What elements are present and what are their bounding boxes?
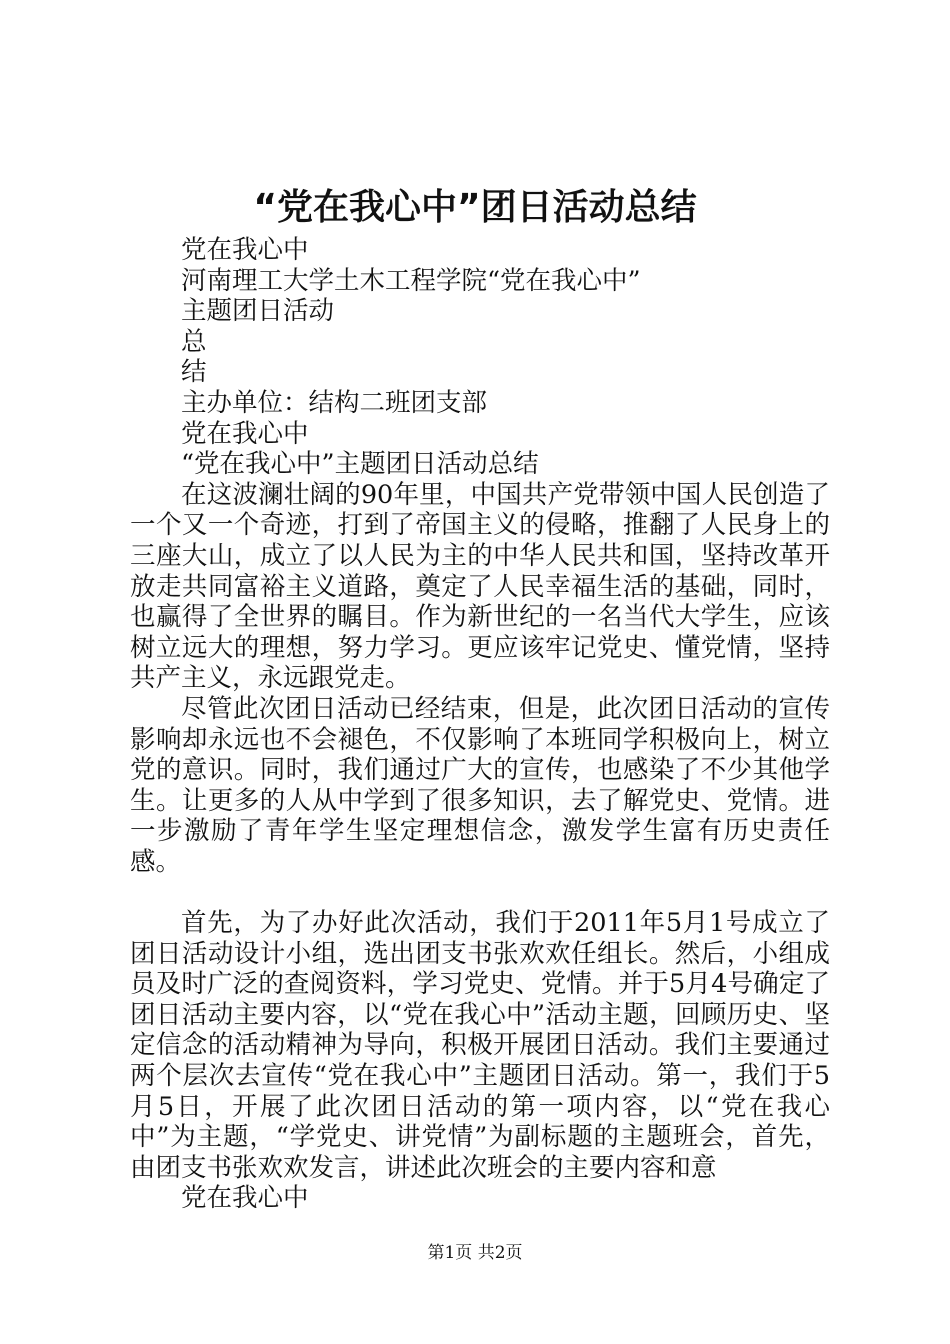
header-line: 党在我心中 — [181, 418, 309, 449]
document-body — [130, 235, 830, 1214]
header-line: 总 — [181, 326, 207, 357]
header-line: 河南理工大学土木工程学院“党在我心中” — [181, 265, 641, 296]
header-line: 主题团日活动 — [181, 296, 335, 327]
document-title: “党在我心中”团日活动总结 — [253, 187, 697, 228]
trailing-line: 党在我心中 — [181, 1183, 309, 1214]
body-paragraph: 在这波澜壮阔的90年里，中国共产党带领中国人民创造了一个又一个奇迹，打到了帝国主义的侵略，推翻了人民身上的三座大山，成立了以人民为主的中华人民共和国，坚持改革开放走共同富裕主义道路，奠定了人民幸福生活的基础，同时，也赢得了全世界的瞩目。作为新世纪的一名当代大学生，应该树立远大的理想，努力学习。更应该牢记党史、懂党情，坚持共产主义，永远跟党走。 — [130, 479, 830, 694]
body-paragraph: 首先，为了办好此次活动，我们于2011年5月1号成立了团日活动设计小组，选出团支书张欢欢任组长。然后，小组成员及时广泛的查阅资料，学习党史、党情。并于5月4号确定了团日活动主要内容，以“党在我心中”活动主题，回顾历史、坚定信念的活动精神为导向，积极开展团日活动。我们主要通过两个层次去宣传“党在我心中”主题团日活动。第一，我们于5月5日，开展了此次团日活动的第一项内容，以“党在我心中”为主题，“学党史、讲党情”为副标题的主题班会，首先，由团支书张欢欢发言，讲述此次班会的主要内容和意 — [130, 908, 830, 1183]
organizer-line: 主办单位：结构二班团支部 — [181, 387, 488, 418]
page-footer: 第1页 共2页 — [427, 1243, 523, 1263]
header-line: 党在我心中 — [181, 235, 309, 265]
body-paragraph: 尽管此次团日活动已经结束，但是，此次团日活动的宣传影响却永远也不会褪色，不仅影响了本班同学积极向上，树立党的意识。同时，我们通过广大的宣传，也感染了不少其他学生。让更多的人从中学到了很多知识，去了解党史、党情。进一步激励了青年学生坚定理想信念，激发学生富有历史责任感。 — [130, 693, 830, 877]
header-line: 结 — [181, 357, 207, 388]
paragraph-spacer — [130, 877, 830, 908]
subtitle-line: “党在我心中”主题团日活动总结 — [181, 449, 539, 480]
